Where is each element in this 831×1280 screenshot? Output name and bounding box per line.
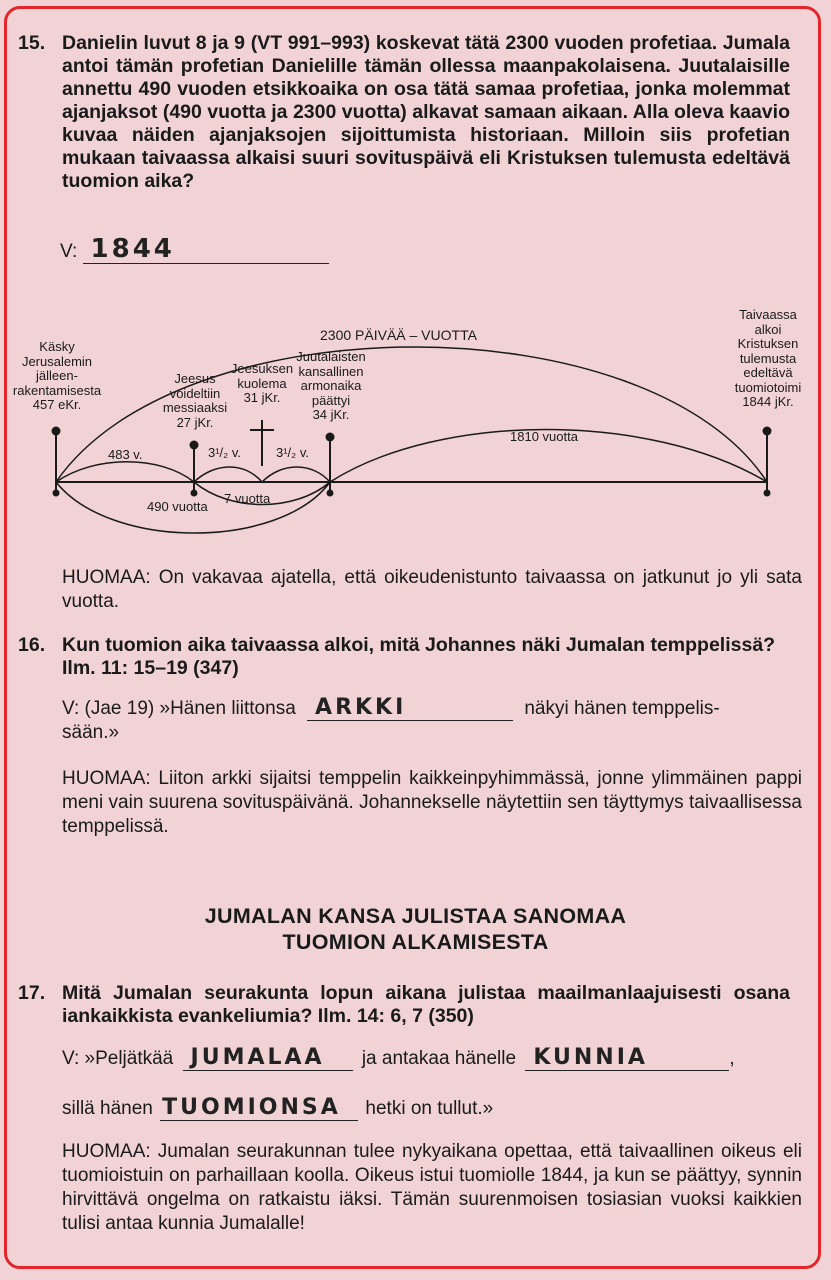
question-text: Kun tuomion aika taivaassa alkoi, mitä Johannes näki Jumalan temppelissä? Ilm. 11: 15–19 (347) [62, 634, 776, 679]
half-week-1-label: 3¹/₂ v. [208, 445, 241, 460]
event-label-31ad: Jeesuksen kuolema 31 jKr. [230, 361, 294, 405]
event-label-457bc: Käsky Jerusalemin jälleen- rakentamisesta 457 eKr. [12, 339, 102, 412]
note-15: HUOMAA: On vakavaa ajatella, että oikeudenistunto taivaassa on jatkunut jo yli sata vuotta. [62, 567, 802, 612]
answer-field-15[interactable]: 1844 [83, 234, 329, 264]
event-label-27ad: Jeesus voideltiin messiaaksi 27 jKr. [162, 371, 228, 430]
half-week-2-label: 3¹/₂ v. [276, 445, 309, 460]
question-17 [18, 982, 790, 1028]
answer-field-16[interactable]: ARKKI [307, 696, 513, 721]
answer-17-line1: V: »Peljätkää JUMALAA ja antakaa hänelle KUNNIA , [62, 1045, 735, 1070]
answer-17-line2: sillä hänen TUOMIONSA hetki on tullut.» [62, 1095, 494, 1120]
question-number: 17. [18, 982, 46, 1004]
period-490-label: 490 vuotta [147, 499, 208, 514]
marker-34ad [326, 433, 335, 442]
arc-2300-label: 2300 PÄIVÄÄ – VUOTTA [320, 327, 477, 343]
arc-half-week-2 [262, 467, 330, 482]
question-number: 16. [18, 634, 46, 656]
answer-field-17a[interactable]: JUMALAA [183, 1046, 353, 1071]
prophecy-timeline-diagram [0, 300, 831, 540]
answer-field-17c[interactable]: TUOMIONSA [160, 1096, 358, 1121]
answer-15 [60, 234, 329, 264]
event-label-34ad: Juutalaisten kansallinen armonaika päättyi 34 jKr. [296, 349, 366, 422]
question-16 [18, 634, 790, 680]
event-label-1844ad: Taivaassa alkoi Kristuksen tulemusta edeltävä tuomiotoimi 1844 jKr. [734, 307, 802, 409]
answer-16: V: (Jae 19) »Hänen liittonsa ARKKI näkyi hänen temppelis- sään.» [62, 695, 720, 743]
arc-483 [56, 462, 194, 482]
note-16: HUOMAA: Liiton arkki sijaitsi temppelin kaikkeinpyhimmässä, jonne ylimmäinen pappi meni vain suurena sovituspäivänä. Johannekselle näytettiin sen täyttymys taivaallisessa temppelissä. [62, 768, 802, 837]
note-17: HUOMAA: Jumalan seurakunnan tulee nykyaikana opettaa, että taivaallinen oikeus eli tuomioistuin on parhaillaan koolla. Oikeus istui tuomiolle 1844, ja kun se päättyy, synnin hirvittävä ongelma on ratkaistu iäksi. Tämän suurenmoisen tosiasian vuoksi kaikkien tulisi antaa kunnia Jumalalle! [62, 1141, 802, 1234]
answer-prefix: V: [60, 241, 78, 262]
marker-27ad [190, 441, 199, 450]
question-text: Danielin luvut 8 ja 9 (VT 991–993) koskevat tätä 2300 vuoden profetiaa. Jumala antoi tämän profetian Danielille tämän ollessa maanpakolaisena. Juutalaisille annettu 490 vuoden etsikkoaika on osa tätä samaa profetiaa, jonka molemmat ajanjaksot (490 vuotta ja 2300 vuotta) alkavat samaan aikaan. Alla oleva kaavio kuvaa näiden ajanjaksojen sijoittumista historiaan. Milloin siis profetian mukaan taivaassa alkaisi suuri sovituspäivä eli Kristuksen tulemusta edeltävä tuomion aika? [62, 32, 790, 192]
period-483-label: 483 v. [108, 447, 143, 462]
period-7-label: 7 vuotta [224, 491, 271, 506]
marker-1844ad [763, 427, 772, 436]
arc-half-week-1 [194, 467, 262, 482]
marker-457bc [52, 427, 61, 436]
question-number: 15. [18, 32, 46, 54]
question-text: Mitä Jumalan seurakunta lopun aikana julistaa maailmanlaajuisesti osana iankaikkista evankeliumia? Ilm. 14: 6, 7 (350) [62, 982, 790, 1027]
period-1810-label: 1810 vuotta [510, 429, 578, 444]
answer-field-17b[interactable]: KUNNIA [525, 1046, 729, 1071]
section-heading: JUMALAN KANSA JULISTAA SANOMAA TUOMION ALKAMISESTA [204, 904, 627, 954]
question-15 [18, 32, 790, 193]
